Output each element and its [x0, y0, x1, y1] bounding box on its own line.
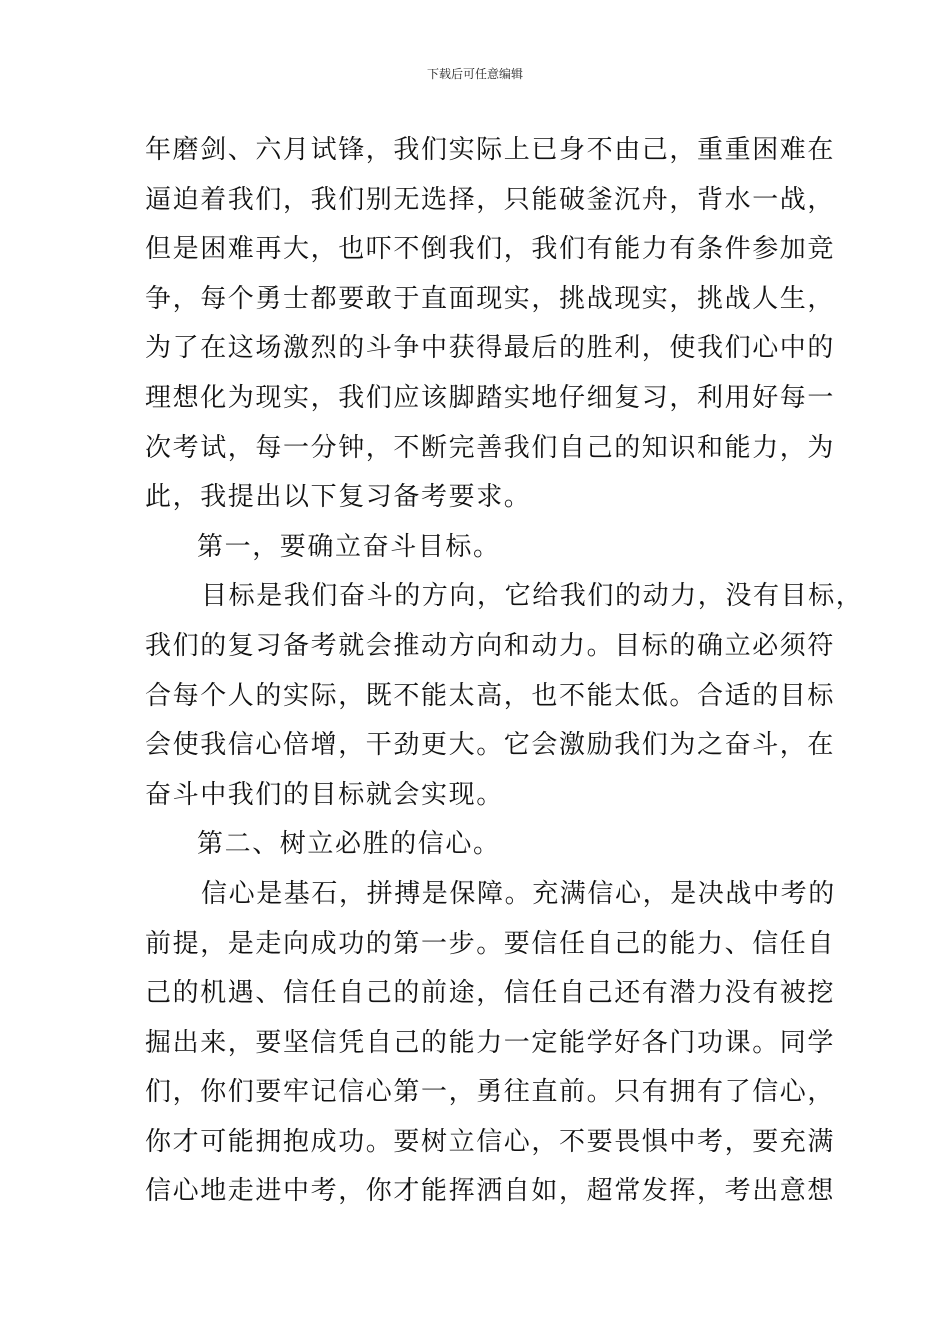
document-body [145, 126, 864, 1217]
text-line: 我们的复习备考就会推动方向和动力。目标的确立必须符 [145, 630, 836, 661]
text-line: 但是困难再大，也吓不倒我们，我们有能力有条件参加竞 [145, 234, 836, 265]
text-line: 为了在这场激烈的斗争中获得最后的胜利，使我们心中的 [145, 333, 836, 364]
text-line: 信心是基石，拼搏是保障。充满信心，是决战中考的 [201, 878, 836, 909]
text-line: 奋斗中我们的目标就会实现。 [145, 779, 504, 810]
text-line: 此，我提出以下复习备考要求。 [145, 482, 532, 513]
text-line: 年磨剑、六月试锋，我们实际上已身不由己，重重困难在 [145, 135, 836, 165]
text-line: 理想化为现实，我们应该脚踏实地仔细复习，利用好每一 [145, 382, 836, 413]
text-line: 前提，是走向成功的第一步。要信任自己的能力、信任自 [145, 928, 836, 959]
text-line: 们，你们要牢记信心第一，勇往直前。只有拥有了信心， [145, 1077, 836, 1108]
text-line: 掘出来，要坚信凭自己的能力一定能学好各门功课。同学 [145, 1027, 836, 1058]
text-line: 会使我信心倍增，干劲更大。它会激励我们为之奋斗，在 [145, 730, 836, 761]
text-line: 逼迫着我们，我们别无选择，只能破釜沉舟，背水一战， [145, 184, 836, 215]
text-line: 你才可能拥抱成功。要树立信心，不要畏惧中考，要充满 [145, 1126, 836, 1157]
text-line: 争，每个勇士都要敢于直面现实，挑战现实，挑战人生， [145, 283, 836, 314]
text-line: 己的机遇、信任自己的前途，信任自己还有潜力没有被挖 [145, 978, 836, 1009]
text-line: 目标是我们奋斗的方向，它给我们的动力，没有目标， [201, 581, 864, 612]
section-heading: 第二、树立必胜的信心。 [197, 829, 501, 860]
text-line: 合每个人的实际，既不能太高，也不能太低。合适的目标 [145, 680, 836, 711]
page-header: 下载后可任意编辑 [426, 67, 523, 81]
text-line: 信心地走进中考，你才能挥洒自如，超常发挥，考出意想 [145, 1176, 836, 1207]
text-line: 次考试，每一分钟，不断完善我们自己的知识和能力，为 [145, 432, 836, 463]
section-heading: 第一，要确立奋斗目标。 [197, 531, 501, 562]
